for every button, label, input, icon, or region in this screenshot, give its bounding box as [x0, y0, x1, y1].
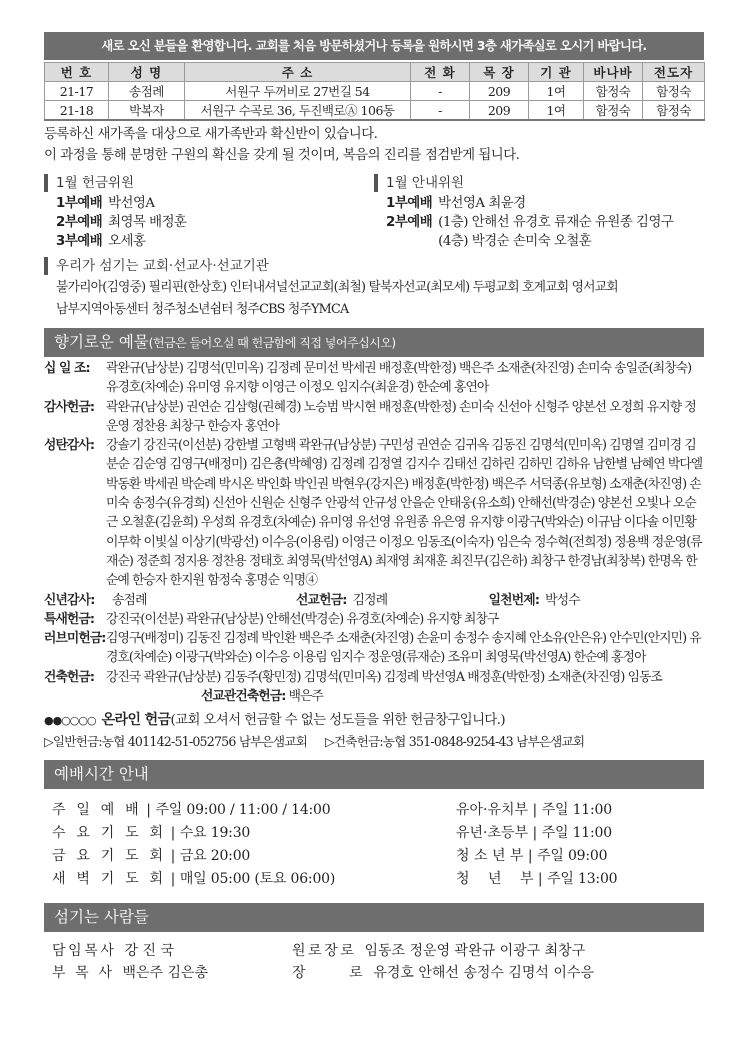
cell: 21-17: [45, 82, 109, 101]
elders: [284, 940, 594, 984]
member-names: 최영목 배정훈: [108, 215, 187, 230]
mission-names: 김정례: [352, 592, 388, 608]
special-label: 특새헌금:: [44, 611, 95, 627]
online-desc: (교회 오셔서 헌금할 수 없는 성도들을 위한 헌금창구입니다.): [170, 713, 506, 729]
committees: [44, 174, 704, 251]
offering-header: [44, 328, 704, 357]
service-label: 2부예배: [56, 215, 103, 230]
institutions-title: 우리가 섬기는 교회·선교사·선교기관: [44, 257, 704, 275]
list-item: [284, 962, 594, 984]
service-label: 1부예배: [56, 196, 103, 211]
dept-time: 주일 11:00: [541, 802, 612, 819]
cell: 함정숙: [643, 101, 705, 121]
list-item: [44, 194, 374, 213]
header-evangelist: 전도자: [643, 63, 705, 82]
header-address: 주 소: [185, 63, 411, 82]
list-item: [374, 213, 704, 232]
thanks-names: 곽완규(남상분) 권연순 김삼형(권혜경) 노승범 박시현 배정훈(박한정) 손미숙 신선아 신형주 양본선 오정희 유지향 정운영 정찬용 최창구 한승자 홍연아: [106, 399, 696, 434]
cell: 함정숙: [643, 82, 705, 101]
cell: 서원구 두꺼비로 27번길 54: [185, 82, 411, 101]
service-time: 주일 09:00 / 11:00 / 14:00: [155, 802, 331, 819]
member-names: 박선영A 최윤경: [438, 196, 526, 211]
dept-name: 청 소 년 부: [456, 848, 524, 865]
cell: 21-18: [45, 101, 109, 121]
special-names: 강진국(이선분) 곽완규(남상분) 안해선(박경순) 유경호(차예순) 유지향 최창구: [106, 611, 499, 627]
institutions-section: [44, 257, 704, 321]
guide-committee: [374, 174, 704, 251]
header-barnabas: 바나바: [584, 63, 643, 82]
role-label: 장 로: [292, 965, 366, 982]
service-time: 매일 05:00 (토요 06:00): [179, 871, 336, 888]
worship-title: 예배시간 안내: [54, 765, 149, 784]
member-names: 오세홍: [108, 234, 146, 249]
building-names: [106, 668, 704, 707]
cell: 1여: [529, 101, 584, 121]
offering-subtitle: (헌금은 들어오실 때 헌금함에 직접 넣어주십시오): [148, 336, 396, 350]
list-item: [44, 668, 704, 707]
worship-header: [44, 760, 704, 789]
list-item: [44, 610, 704, 629]
cell: 209: [470, 82, 529, 101]
servants-list: [44, 940, 704, 984]
tithe-label: 십 일 조:: [44, 361, 90, 376]
cash-committee: [44, 174, 374, 251]
service-name: 금 요 기 도 회: [52, 848, 167, 865]
list-item: 청 소 년 부 | 주일 09:00: [448, 845, 617, 868]
list-item: [44, 359, 704, 398]
building-account: ▷건축헌금:농협 351-0848-9254-43 남부은샘교회: [325, 734, 585, 750]
online-offering: [44, 710, 704, 731]
servants-title: 섬기는 사람들: [54, 908, 149, 927]
new-family-note: 등록하신 새가족을 대상으로 새가족반과 확신반이 있습니다.: [44, 127, 378, 142]
tithe-names: 곽완규(남상분) 김명석(민미옥) 김정례 문미선 박세권 배정훈(박한정) 백은주 소재춘(차진영) 손미숙 송일준(최창숙) 유경호(차예순) 유미영 유지향 이영근 이정오 임지수(최윤경) 한순예 홍연아: [106, 361, 692, 396]
registration-table: [44, 62, 705, 121]
list-item: [44, 629, 704, 668]
list-item: 수 요 기 도 회 | 수요 19:30: [44, 822, 448, 845]
general-account: ▷일반헌금:농협 401142-51-052756 남부은샘교회: [44, 734, 308, 750]
list-item: [44, 962, 284, 984]
building-list: 강진국 곽완규(남상분) 김동주(황민정) 김명석(민미옥) 김정례 박선영A 배정훈(박한정) 소재춘(차진영) 임동조: [106, 669, 663, 685]
cell: 송점례: [109, 82, 185, 101]
cell: -: [411, 101, 470, 121]
dept-time: 주일 11:00: [541, 825, 612, 842]
worship-main: [44, 799, 448, 891]
header-number: 번 호: [45, 63, 109, 82]
lovebeam-names: 김영구(배정미) 김동진 김정례 박인환 백은주 소재춘(차진영) 손윤미 송정수 송지혜 안소유(안은유) 안수민(안지민) 유경호(차예순) 이광구(박와순) 이수응 이용림 임지수 정운영(류재순) 조유미 최영묵(박선영A) 한순예 홍정아: [106, 631, 701, 666]
service-name: 수 요 기 도 회: [52, 825, 167, 842]
cash-committee-title: 1월 헌금위원: [44, 174, 374, 192]
service-label: 2부예배: [386, 215, 433, 230]
lovebeam-label: 러브미헌금:: [44, 631, 106, 647]
cell: 박복자: [109, 101, 185, 121]
list-item: [44, 232, 374, 251]
servants-header: [44, 903, 704, 932]
worship-schedule: [44, 799, 704, 891]
institutions-list: [44, 277, 704, 321]
online-title: 온라인 헌금: [101, 712, 171, 729]
list-item: [44, 436, 704, 590]
service-label: 1부예배: [386, 196, 433, 211]
list-item: 금 요 기 도 회 | 금요 20:00: [44, 845, 448, 868]
member-names: (4층) 박경순 손미숙 오철훈: [438, 234, 592, 249]
cell: 1여: [529, 82, 584, 101]
header-name: 성 명: [109, 63, 185, 82]
header-cell-group: 목 장: [470, 63, 529, 82]
list-item: [44, 398, 704, 437]
cell: 함정숙: [584, 82, 643, 101]
dept-name: 유아·유치부: [456, 802, 529, 819]
list-item: [44, 213, 374, 232]
role-names: 강 진 국: [124, 943, 174, 960]
dept-time: 주일 13:00: [547, 871, 618, 888]
registration-header-row: [45, 63, 705, 82]
service-name: 새 벽 기 도 회: [52, 871, 167, 888]
service-name: 주 일 예 배: [52, 802, 142, 819]
assurance-note: 이 과정을 통해 분명한 구원의 확신을 갖게 될 것이며, 복음의 진리를 점검받게 됩니다.: [44, 147, 520, 163]
table-row: [45, 101, 705, 121]
thanks-label: 감사헌금:: [44, 399, 95, 415]
bulletin-page: [44, 32, 704, 984]
role-names: 유경호 안해선 송정수 김명석 이수응: [373, 965, 594, 982]
role-names: 임동조 정운영 곽완규 이광구 최창구: [364, 943, 586, 960]
welcome-banner: 새로 오신 분들을 환영합니다. 교회를 처음 방문하셨거나 등록을 원하시면 3층 새가족실로 오시기 바랍니다.: [44, 32, 704, 60]
offering-title: 향기로운 예물: [54, 333, 149, 351]
dept-name: 청 년 부: [456, 871, 534, 888]
mission-building-label: 선교관건축헌금:: [201, 689, 286, 705]
list-item: [44, 591, 704, 610]
dept-name: 유년·초등부: [456, 825, 529, 842]
cell: -: [411, 82, 470, 101]
list-item: [284, 940, 594, 962]
table-row: [45, 82, 705, 101]
advent-label: 성탄감사:: [44, 438, 95, 454]
service-label: 3부예배: [56, 234, 103, 249]
list-item: 유아·유치부 | 주일 11:00: [448, 799, 617, 822]
member-names: 박선영A: [108, 196, 155, 211]
cell: 209: [470, 101, 529, 121]
mission-building-entry: [201, 687, 323, 706]
role-label: 원로장로: [292, 943, 357, 960]
mission-building-names: 백은주: [288, 689, 324, 705]
service-time: 금요 20:00: [179, 848, 251, 865]
guide-committee-title: 1월 안내위원: [374, 174, 704, 192]
header-phone: 전 화: [411, 63, 470, 82]
bank-accounts: [44, 731, 704, 752]
building-label: 건축헌금:: [44, 669, 95, 685]
list-item: 불가리아(김영중) 필리핀(한상호) 인터내셔널선교교회(최철) 탈북자선교(최모세) 두평교회 호계교회 영서교회: [56, 280, 618, 295]
header-department: 기 관: [529, 63, 584, 82]
cell: 함정숙: [584, 101, 643, 121]
list-item: [374, 194, 704, 213]
firstweek-names: 박성수: [545, 592, 580, 608]
offering-list: [44, 359, 704, 706]
list-item: [374, 232, 704, 251]
list-item: [44, 940, 284, 962]
member-names: (1층) 안해선 유경호 류재순 유원종 김영구: [438, 215, 674, 230]
dots-icon: ●●○○○○: [44, 714, 96, 728]
list-item: 새 벽 기 도 회 | 매일 05:00 (토요 06:00): [44, 868, 448, 891]
pastors: [44, 940, 284, 984]
list-item: 주 일 예 배 | 주일 09:00 / 11:00 / 14:00: [44, 799, 448, 822]
list-item: 남부지역아동센터 청주청소년쉼터 청주CBS 청주YMCA: [56, 302, 349, 317]
newyear-names: 송점례: [112, 592, 147, 608]
mission-label: 선교헌금:: [296, 592, 347, 608]
worship-dept: [448, 799, 617, 891]
service-time: 수요 19:30: [179, 825, 251, 842]
firstweek-label: 일천번제:: [488, 592, 540, 608]
newyear-label: 신년감사:: [44, 592, 95, 608]
dept-time: 주일 09:00: [537, 848, 608, 865]
list-item: 청 년 부 | 주일 13:00: [448, 868, 617, 891]
cell: 서원구 수곡로 36, 두진백로Ⓐ 106동: [185, 101, 411, 121]
role-label: 부 목 사: [52, 965, 115, 982]
role-names: 백은주 김은총: [122, 965, 209, 982]
role-label: 담임목사: [52, 943, 117, 960]
list-item: 유년·초등부 | 주일 11:00: [448, 822, 617, 845]
advent-names: 강솔기 강진국(이선분) 강한별 고형백 곽완규(남상분) 구민성 권연순 김귀옥 김동진 김명석(민미옥) 김명열 김미경 김분순 김순영 김영구(배정미) 김은총(박혜영) 김정례 김정열 김지수 김태선 김하린 김하민 김하유 남한별 남혜연 박다엘 박동환 박세권 박순례 박시온 박인화 박인권 박현우(강지은) 배정훈(박한정) 백은주 서덕종(유보형) 소재춘(차진영) 손미숙 송정수(유경희) 신선아 신원순 신형주 안광석 안규성 안을순 안태웅(유소희) 안해선(박경순) 양본선 오빛나 오순근 오철훈(김윤희) 우성희 유경호(차예순) 유미영 유선영 유원종 유은영 유지향 이광구(박와순) 이규남 이다솔 이민황 이무학 이빛실 이상기(박광선) 이수응(이용림) 이영근 이정오 임동조(이숙자) 임은숙 정수혁(전희정) 정용백 정운영(류재순) 정준희 정지용 정찬용 정태호 최영묵(박선영A) 최재영 최재훈 최진무(김은하) 최창구 한경남(최창복) 한명옥 한순예 한승자 한지원 함정숙 홍명순 익명④: [106, 438, 703, 589]
